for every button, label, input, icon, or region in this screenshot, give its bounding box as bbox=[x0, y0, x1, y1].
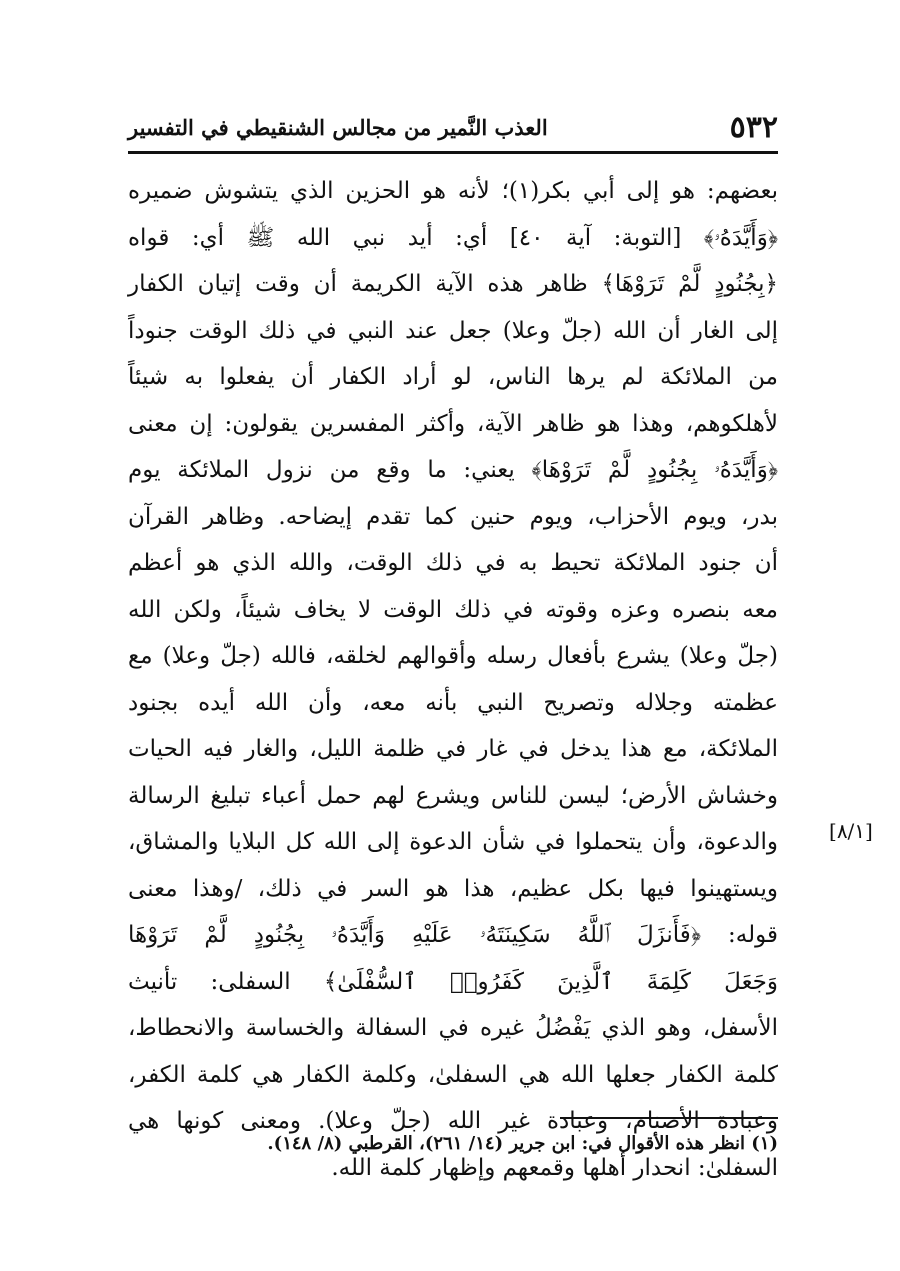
text-line: لأهلكوهم، وهذا هو ظاهر الآية، وأكثر المفسرين يقولون: إن معنى bbox=[128, 410, 778, 437]
text-line: وَجَعَلَ كَلِمَةَ ٱلَّذِينَ كَفَرُوا۟ ٱلسُّفْلَىٰ﴾ السفلى: تأنيث bbox=[128, 968, 778, 995]
header-rule bbox=[128, 151, 778, 154]
text-line: ﴿بِجُنُودٍ لَّمْ تَرَوْهَا﴾ ظاهر هذه الآية الكريمة أن وقت إتيان الكفار bbox=[128, 271, 778, 297]
text-line: الملائكة، مع هذا يدخل في غار في ظلمة الليل، والغار فيه الحيات bbox=[128, 736, 778, 762]
text-line: السفلىٰ: انحدار أهلها وقمعهم وإظهار كلمة الله. bbox=[331, 1154, 778, 1181]
text-line: بعضهم: هو إلى أبي بكر(١)؛ لأنه هو الحزين الذي يتشوش ضميره bbox=[128, 178, 779, 204]
running-title: العذب النَّمير من مجالس الشنقيطي في التفسير bbox=[128, 115, 548, 140]
text-line: عظمته وجلاله وتصريح النبي بأنه معه، وأن الله أيده بجنود bbox=[128, 689, 778, 716]
text-line: ويستهينوا فيها بكل عظيم، هذا هو السر في ذلك، /وهذا معنى bbox=[128, 875, 778, 902]
page-header bbox=[128, 108, 778, 148]
text-line: أن جنود الملائكة تحيط به في ذلك الوقت، والله الذي هو أعظم bbox=[128, 550, 778, 576]
footnote-rule bbox=[560, 1117, 778, 1119]
text-line: قوله: ﴿فَأَنزَلَ ٱللَّهُ سَكِينَتَهُۥ عَلَيْهِ وَأَيَّدَهُۥ بِجُنُودٍ لَّمْ تَرَوْهَا bbox=[128, 922, 778, 948]
text-line: وعبادة الأصنام، وعبادة غير الله (جلّ وعلا). ومعنى كونها هي bbox=[128, 1108, 778, 1134]
text-line: الأسفل، وهو الذي يَفْضُلُ غيره في السفالة والخساسة والانحطاط، bbox=[128, 1015, 778, 1041]
text-line: إلى الغار أن الله (جلّ وعلا) جعل عند النبي في ذلك الوقت جنوداً bbox=[128, 317, 778, 344]
text-line: والدعوة، وأن يتحملوا في شأن الدعوة إلى الله كل البلايا والمشاق، bbox=[128, 829, 778, 855]
footnote: (١) انظر هذه الأقوال في: ابن جرير (١٤/ ٢٦١)، القرطبي (٨/ ١٤٨). bbox=[267, 1133, 778, 1154]
text-line: معه بنصره وعزه وقوته في ذلك الوقت لا يخاف شيئاً، ولكن الله bbox=[128, 596, 778, 623]
text-line: (جلّ وعلا) يشرع بأفعال رسله وأقوالهم لخلقه، فالله (جلّ وعلا) مع bbox=[128, 643, 778, 669]
body-text bbox=[128, 168, 778, 1191]
text-line: كلمة الكفار جعلها الله هي السفلىٰ، وكلمة الكفار هي كلمة الكفر، bbox=[128, 1061, 778, 1088]
text-line: من الملائكة لم يرها الناس، لو أراد الكفار أن يفعلوا به شيئاً bbox=[128, 364, 778, 390]
text-line: ﴿وَأَيَّدَهُۥ بِجُنُودٍ لَّمْ تَرَوْهَا﴾ يعني: ما وقع من نزول الملائكة يوم bbox=[128, 457, 778, 483]
margin-reference: [٨/١] bbox=[829, 819, 873, 843]
page-number: ٥٣٢ bbox=[729, 110, 778, 145]
text-line: ﴿وَأَيَّدَهُۥ﴾ [التوبة: آية ٤٠] أي: أيد نبي الله ﷺ أي: قواه bbox=[128, 224, 778, 251]
text-line: بدر، ويوم الأحزاب، ويوم حنين كما تقدم إيضاحه. وظاهر القرآن bbox=[128, 503, 778, 530]
text-line: وخشاش الأرض؛ ليسن للناس ويشرع لهم حمل أعباء تبليغ الرسالة bbox=[128, 782, 778, 809]
